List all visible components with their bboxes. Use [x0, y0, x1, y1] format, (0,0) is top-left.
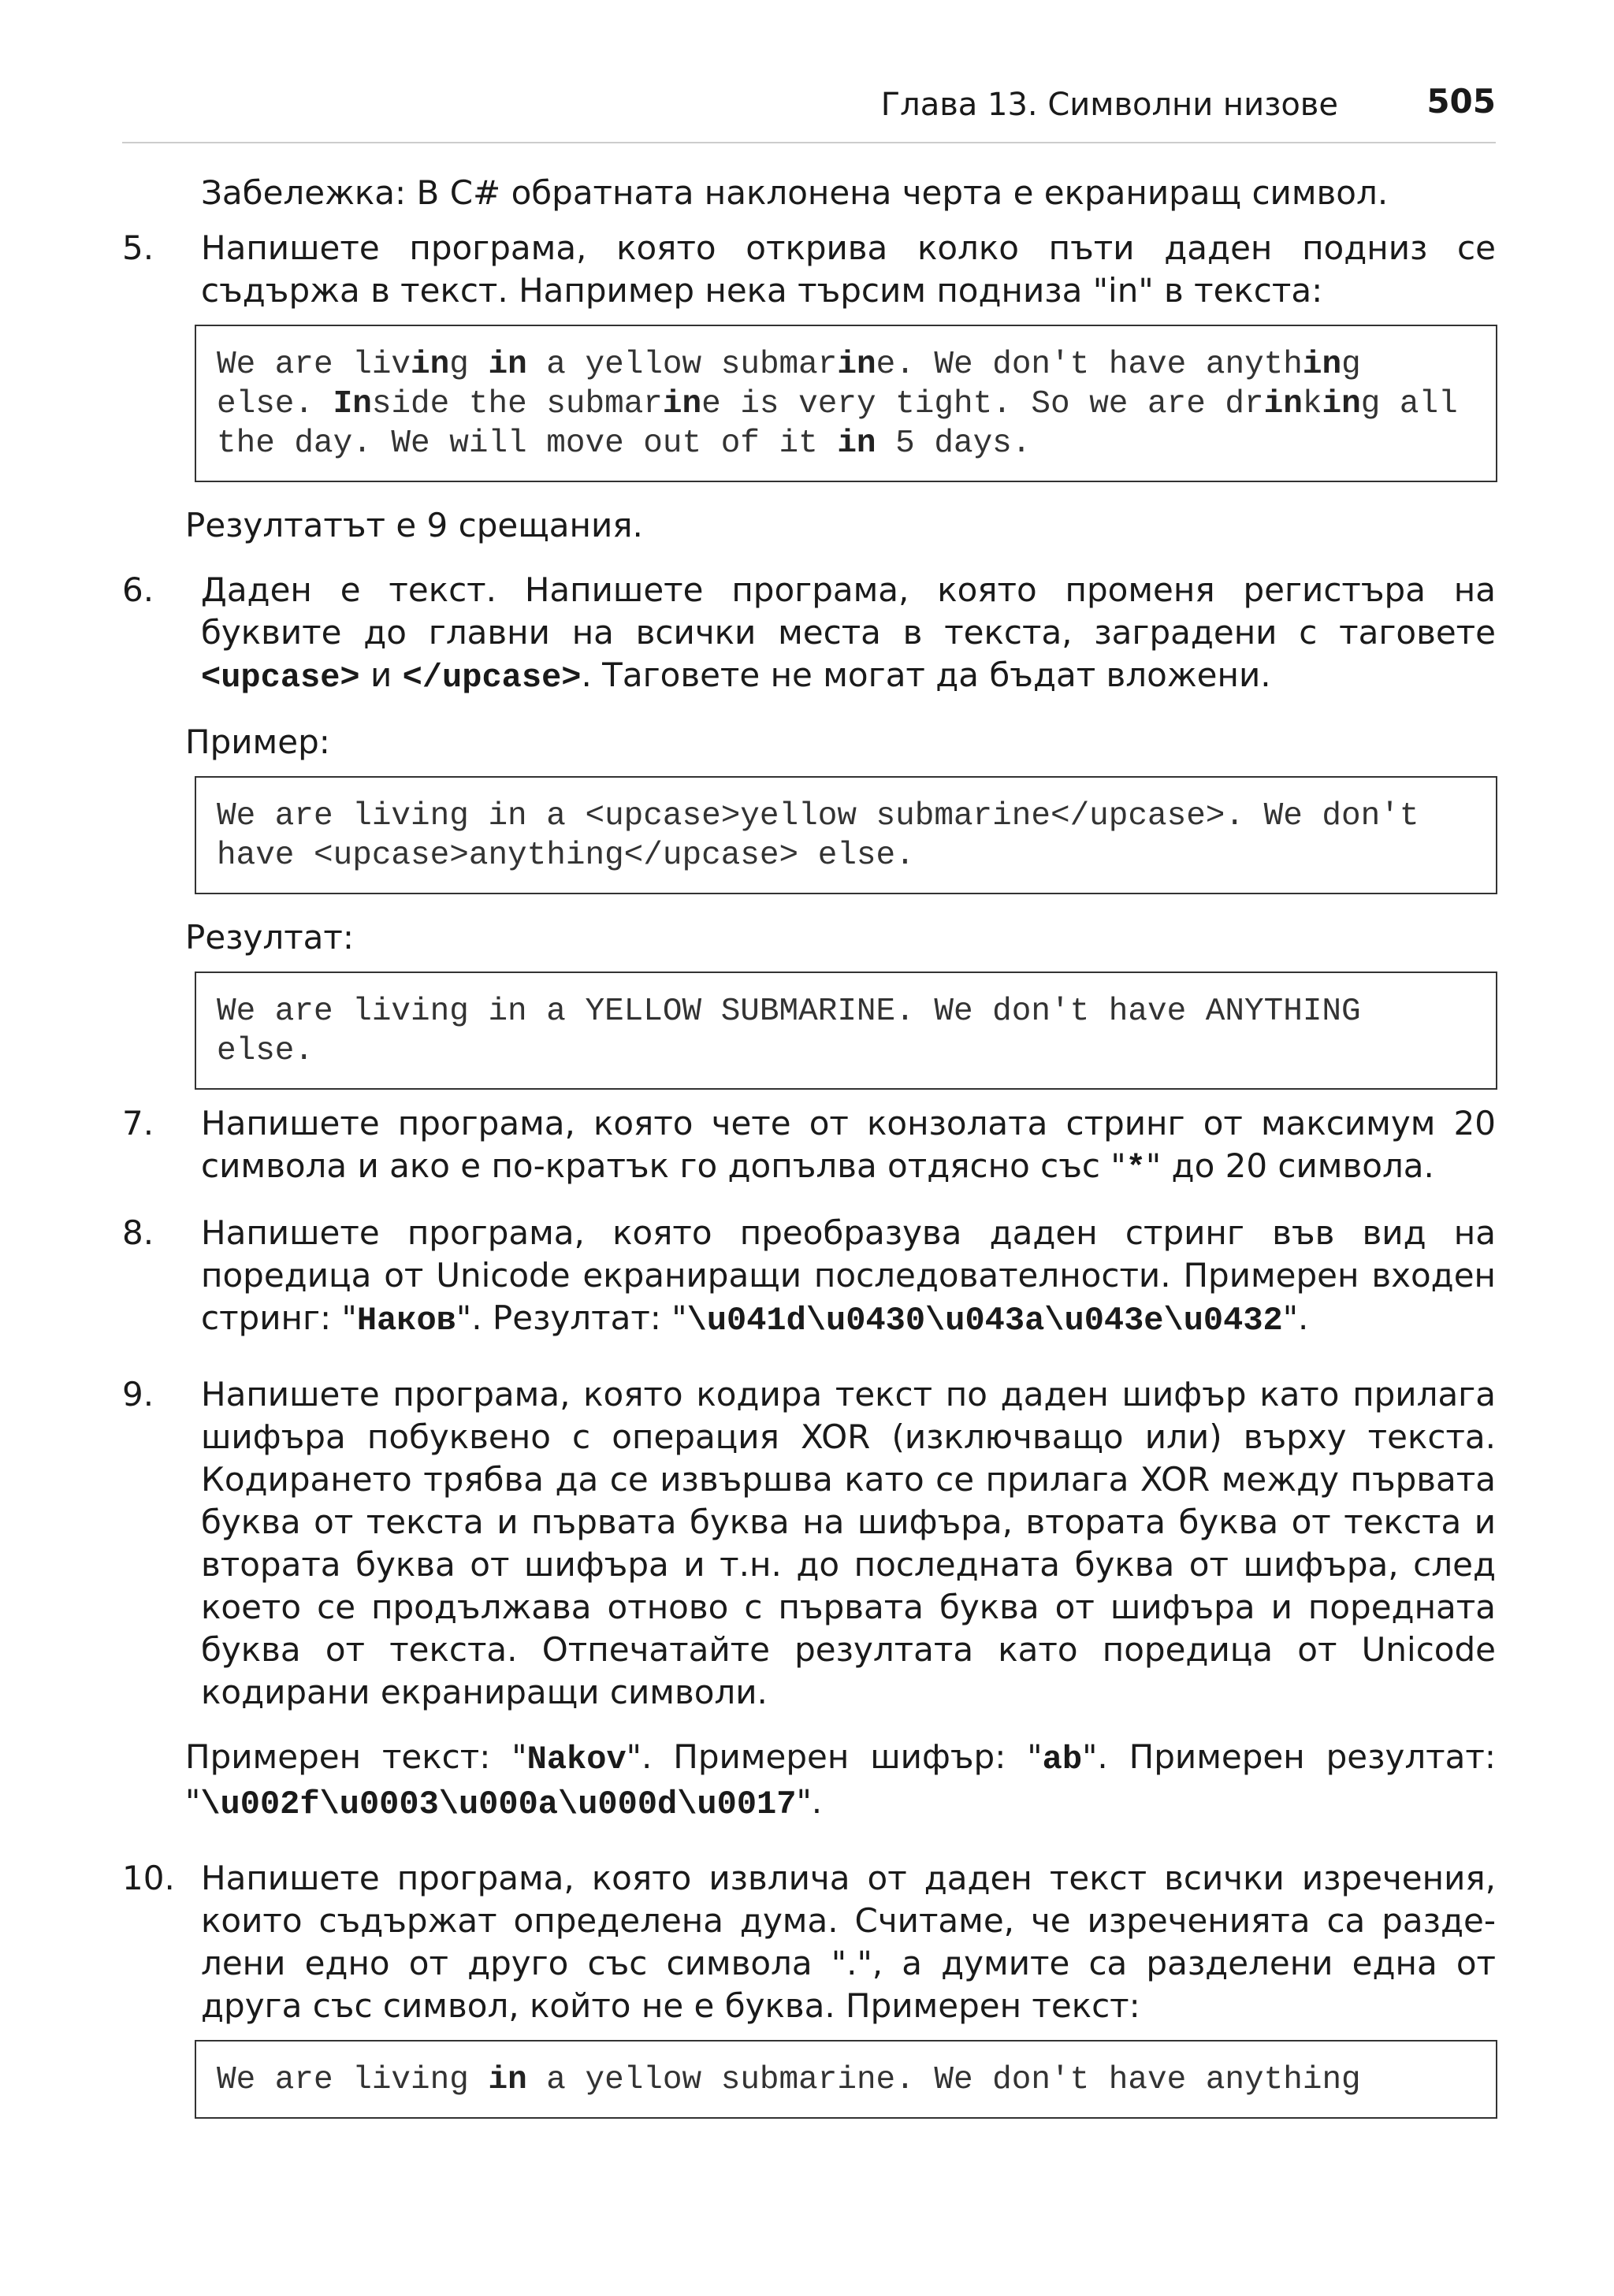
- code-text: k: [1302, 386, 1322, 422]
- star-symbol: *: [1125, 1150, 1146, 1187]
- example-end: ".: [796, 1782, 823, 1821]
- code-text: 5 days.: [876, 425, 1032, 462]
- code-block: [195, 2040, 1497, 2119]
- chapter-title: Глава 13. Символни низове: [880, 87, 1338, 123]
- highlighted-substring: in: [488, 347, 527, 383]
- tag-close: </upcase>: [402, 659, 582, 697]
- page-header: [122, 77, 1496, 143]
- example-text-value: Nakov: [526, 1741, 627, 1778]
- exercise-5: [122, 227, 1496, 312]
- page-body: [122, 172, 1496, 2119]
- exercise-text: Напишете програма, която чете от конзолата стринг от максимум 20 символа и ако е по-кратък го допълва отдясно със ": [201, 1104, 1496, 1185]
- exercise-text: Напишете програма, която преобразува даден стринг във вид на поредица от Unicode екраниращи последователности. Примерен входен стринг: ": [201, 1213, 1496, 1337]
- note-paragraph: Забележка: В C# обратната наклонена черта е екраниращ символ.: [201, 173, 1389, 212]
- example-output: \u041d\u0430\u043a\u043e\u0432: [686, 1302, 1283, 1339]
- exercise-7: [122, 1102, 1496, 1190]
- example-cipher-label: ". Примерен шифър: ": [626, 1737, 1043, 1776]
- example-input: Наков: [356, 1302, 456, 1339]
- exercise-number: 7.: [122, 1104, 154, 1142]
- highlighted-substring: in: [837, 347, 876, 383]
- highlighted-substring: in: [1322, 386, 1361, 422]
- page-number: 505: [1426, 82, 1496, 121]
- exercise-number: 9.: [122, 1375, 154, 1414]
- exercise-10: [122, 1857, 1496, 2027]
- code-text: a yellow submarine. We don't have anything: [526, 2062, 1361, 2098]
- exercise-text-mid: ". Резултат: ": [456, 1298, 687, 1337]
- example-result-label: ". Примерен резултат: ": [185, 1737, 1496, 1821]
- code-text: We are living: [217, 2062, 489, 2098]
- example-line: [122, 1736, 1496, 1826]
- highlighted-substring: in: [1263, 386, 1303, 422]
- code-text: a yellow submar: [526, 347, 838, 383]
- highlighted-substring: in: [837, 425, 876, 462]
- exercise-number: 5.: [122, 228, 154, 267]
- example-text-label: Примерен текст: ": [185, 1737, 527, 1776]
- exercise-text: Даден е текст. Напишете програма, която променя регистъра на буквите до главни на всички места в текста, заградени с таговете: [201, 570, 1496, 652]
- conjunction: и: [359, 656, 403, 694]
- code-text: g all the day. We will move out of it: [217, 386, 1478, 462]
- exercise-9: [122, 1373, 1496, 1714]
- highlighted-substring: in: [1302, 347, 1342, 383]
- exercise-number: 6.: [122, 570, 154, 609]
- exercise-text: Напишете програма, която кодира текст по даден шифър като прилага шифъра побуквено с операция XOR (изключващо или) върху текста. Кодирането трябва да се извършва като се прилага XOR между първата буква от текста и първата буква на шифъра, втората буква от текста и втората буква от шифъра и т.н. до последната буква от шифъра, след което се продължава отново с първата буква от шифъра и поредната буква от текста. Отпечатайте резултата като поредица от Unicode кодирани екраниращи символи.: [201, 1375, 1496, 1711]
- result-label: Резултат:: [185, 918, 355, 957]
- code-text: g else.: [217, 347, 1381, 422]
- result-code-block: We are living in a YELLOW SUBMARINE. We don't have ANYTHING else.: [195, 972, 1497, 1090]
- exercise-text-end: . Таговете не могат да бъдат вложени.: [581, 656, 1271, 694]
- example-label: Пример:: [185, 723, 330, 761]
- result-text: Резултатът е 9 срещания.: [185, 506, 643, 544]
- exercise-text-end: ".: [1282, 1298, 1309, 1337]
- highlighted-substring: in: [411, 347, 450, 383]
- code-text: side the submar: [371, 386, 663, 422]
- exercise-number: 8.: [122, 1213, 154, 1252]
- code-block: [195, 325, 1497, 482]
- highlighted-substring: In: [333, 386, 372, 422]
- tag-open: <upcase>: [201, 659, 360, 697]
- code-text: g: [449, 347, 489, 383]
- exercise-8: [122, 1212, 1496, 1342]
- example-code-block: We are living in a <upcase>yellow submarine</upcase>. We don't have <upcase>anything</upcase> else.: [195, 776, 1497, 894]
- code-text: We are liv: [217, 347, 411, 383]
- exercise-text: Напишете програма, която открива колко пъти даден подниз се съдържа в текст. Например нека търсим подниза "in" в текста:: [201, 228, 1496, 310]
- example-result-value: \u002f\u0003\u000a\u000d\u0017: [200, 1785, 797, 1823]
- exercise-number: 10.: [122, 1859, 175, 1897]
- code-text: e is very tight. So we are dr: [701, 386, 1264, 422]
- example-cipher-value: ab: [1042, 1741, 1083, 1778]
- code-text: e. We don't have anyth: [876, 347, 1303, 383]
- highlighted-substring: in: [488, 2062, 527, 2098]
- exercise-text-end: " до 20 символа.: [1145, 1146, 1434, 1185]
- exercise-6: [122, 569, 1496, 699]
- highlighted-substring: in: [662, 386, 702, 422]
- exercise-text: Напишете програма, която извлича от даден текст всички изречения, които съдържат определена дума. Считаме, че изреченията са разделени едно от друго със символа ".", а думите са разделени една от друга със символ, който не е буква. Примерен текст:: [201, 1859, 1496, 2025]
